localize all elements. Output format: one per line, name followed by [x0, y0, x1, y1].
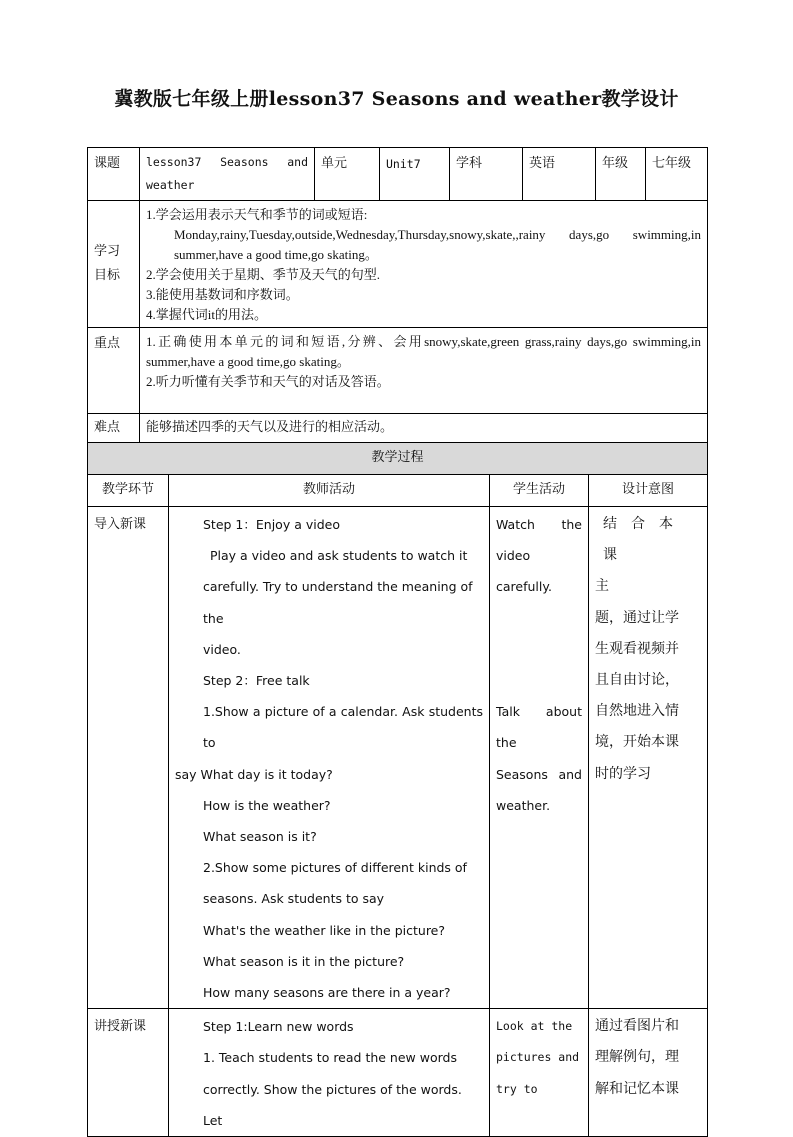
lesson-info-table	[87, 147, 708, 443]
difficult-content: 能够描述四季的天气以及进行的相应活动。	[140, 414, 708, 443]
grade-label: 年级	[596, 148, 646, 201]
header-teacher: 教师活动	[169, 475, 490, 507]
topic-value: lesson37 Seasons and weather	[140, 148, 315, 201]
student-activity-new: Look at the pictures and try to	[490, 1009, 589, 1137]
header-intent: 设计意图	[589, 475, 708, 507]
goals-label: 学习 目标	[88, 201, 140, 328]
subject-label: 学科	[450, 148, 523, 201]
teaching-process-table	[87, 442, 708, 1137]
subject-value: 英语	[523, 148, 596, 201]
stage-intro: 导入新课	[88, 507, 169, 1009]
design-intent-intro: 结合本课 主 题，通过让学 生观看视频并 且自由讨论， 自然地进入情 境，开始本课 时的学习	[589, 507, 708, 1009]
unit-value: Unit7	[380, 148, 450, 201]
goals-content: 1.学会运用表示天气和季节的词或短语: Monday,rainy,Tuesday,outside,Wednesday,Thursday,snowy,skate,,rainy days,go swimming,in summer,have a good time,go skating。 2.学会使用关于星期、季节及天气的句型. 3.能使用基数词和序数词。 4.掌握代词it的用法。	[140, 201, 708, 328]
header-stage: 教学环节	[88, 475, 169, 507]
teacher-activity-intro: Step 1：Enjoy a video Play a video and ask students to watch it carefully. Try to understand the meaning of the video. Step 2：Free talk 1.Show a picture of a calendar. Ask students to say What day is it today? How is the weather? What season is it? 2.Show some pictures of different kinds of seasons. Ask students to say What's the weather like in the picture? What season is it in the picture? How many seasons are there in a year?	[169, 507, 490, 1009]
difficult-label: 难点	[88, 414, 140, 443]
topic-label: 课题	[88, 148, 140, 201]
teacher-activity-new: Step 1:Learn new words 1. Teach students to read the new words correctly. Show the pictures of the words. Let	[169, 1009, 490, 1137]
header-student: 学生活动	[490, 475, 589, 507]
key-content: 1.正确使用本单元的词和短语,分辨、会用snowy,skate,green grass,rainy days,go swimming,in summer,have a good time,go skating。 2.听力听懂有关季节和天气的对话及答语。	[140, 328, 708, 414]
grade-value: 七年级	[646, 148, 708, 201]
design-intent-new: 通过看图片和 理解例句，理 解和记忆本课	[589, 1009, 708, 1137]
document-title: 冀教版七年级上册lesson37 Seasons and weather教学设计	[114, 88, 679, 110]
key-label: 重点	[88, 328, 140, 414]
process-section-title: 教学过程	[88, 443, 708, 475]
student-activity-intro: Watch the video carefully. Talk about the Seasons and weather.	[490, 507, 589, 1009]
unit-label: 单元	[315, 148, 380, 201]
stage-new-lesson: 讲授新课	[88, 1009, 169, 1137]
